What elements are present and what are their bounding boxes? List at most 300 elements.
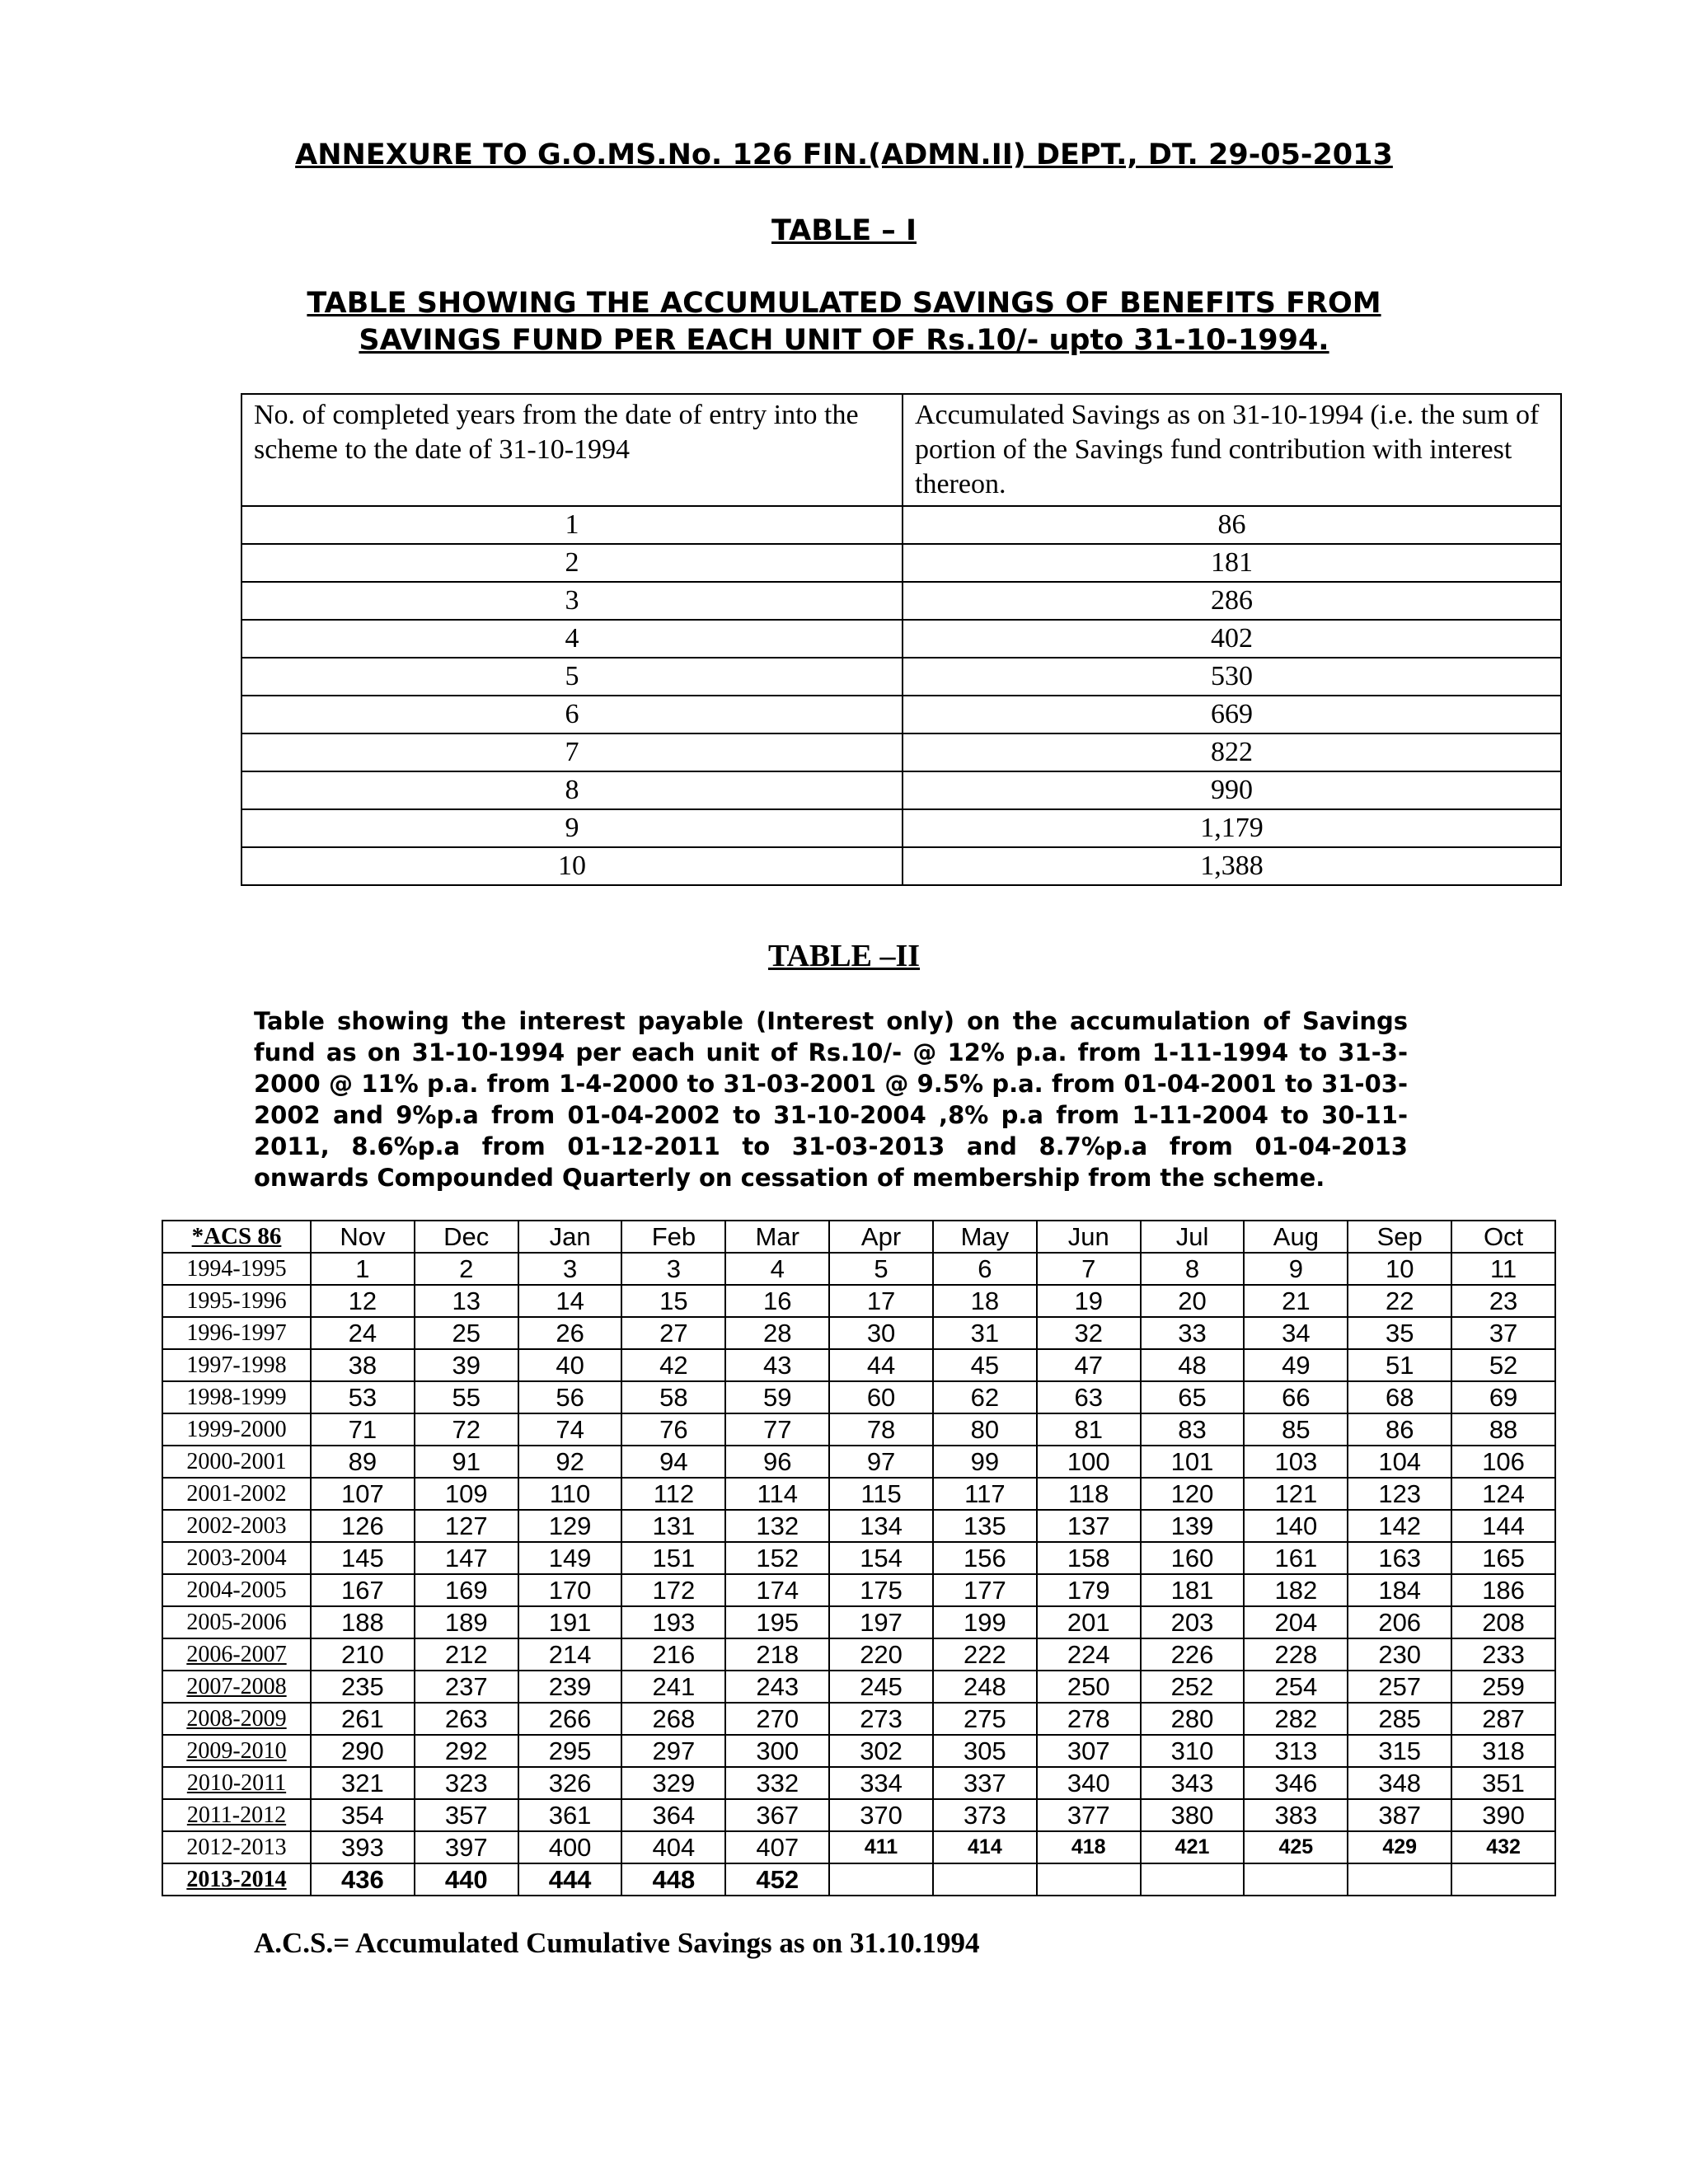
value-cell: 2	[415, 1253, 518, 1285]
value-cell: 285	[1348, 1703, 1451, 1735]
value-cell: 373	[933, 1799, 1037, 1831]
value-cell: 139	[1141, 1510, 1245, 1542]
value-cell: 92	[518, 1446, 622, 1478]
value-cell: 172	[621, 1574, 725, 1606]
year-cell: 2003-2004	[162, 1542, 311, 1574]
value-cell: 167	[311, 1574, 415, 1606]
value-cell: 24	[311, 1317, 415, 1349]
value-cell: 45	[933, 1349, 1037, 1381]
years-cell: 4	[241, 620, 903, 658]
value-cell: 137	[1037, 1510, 1141, 1542]
value-cell: 380	[1141, 1799, 1245, 1831]
value-cell: 278	[1037, 1703, 1141, 1735]
value-cell: 129	[518, 1510, 622, 1542]
table2-label: TABLE –II	[767, 939, 921, 973]
value-cell: 81	[1037, 1413, 1141, 1446]
value-cell: 18	[933, 1285, 1037, 1317]
value-cell: 160	[1141, 1542, 1245, 1574]
value-cell: 161	[1244, 1542, 1348, 1574]
value-cell: 112	[621, 1478, 725, 1510]
table-row	[162, 1799, 1555, 1831]
value-cell: 89	[311, 1446, 415, 1478]
year-cell: 2011-2012	[162, 1799, 311, 1831]
value-cell: 310	[1141, 1735, 1245, 1767]
value-cell: 222	[933, 1638, 1037, 1671]
value-cell: 357	[415, 1799, 518, 1831]
value-cell: 63	[1037, 1381, 1141, 1413]
value-cell: 17	[829, 1285, 933, 1317]
value-cell: 120	[1141, 1478, 1245, 1510]
years-cell: 6	[241, 696, 903, 733]
value-cell: 210	[311, 1638, 415, 1671]
table-row	[162, 1606, 1555, 1638]
savings-cell: 86	[903, 506, 1561, 544]
table1-label: TABLE – I	[771, 214, 917, 247]
value-cell: 182	[1244, 1574, 1348, 1606]
table-row	[162, 1446, 1555, 1478]
interest-payable-table	[162, 1220, 1556, 1896]
value-cell: 237	[415, 1671, 518, 1703]
table-row	[241, 658, 1561, 696]
value-cell: 377	[1037, 1799, 1141, 1831]
value-cell: 9	[1244, 1253, 1348, 1285]
value-cell: 55	[415, 1381, 518, 1413]
value-cell	[933, 1863, 1037, 1896]
table1-heading-line2: SAVINGS FUND PER EACH UNIT OF Rs.10/- upto 31-10-1994.	[359, 324, 1329, 357]
table2-header-row	[162, 1221, 1555, 1253]
value-cell: 261	[311, 1703, 415, 1735]
value-cell: 181	[1141, 1574, 1245, 1606]
month-header: Jan	[518, 1221, 622, 1253]
value-cell: 429	[1348, 1831, 1451, 1863]
value-cell: 193	[621, 1606, 725, 1638]
savings-cell: 822	[903, 733, 1561, 771]
value-cell: 147	[415, 1542, 518, 1574]
value-cell: 27	[621, 1317, 725, 1349]
value-cell: 5	[829, 1253, 933, 1285]
table2-corner-acs: *ACS 86	[162, 1221, 311, 1253]
value-cell: 68	[1348, 1381, 1451, 1413]
value-cell: 151	[621, 1542, 725, 1574]
year-cell: 1998-1999	[162, 1381, 311, 1413]
value-cell: 440	[415, 1863, 518, 1896]
table1-header-years: No. of completed years from the date of entry into the scheme to the date of 31-10-1994	[241, 394, 903, 506]
value-cell: 354	[311, 1799, 415, 1831]
savings-cell: 669	[903, 696, 1561, 733]
value-cell: 32	[1037, 1317, 1141, 1349]
value-cell: 104	[1348, 1446, 1451, 1478]
value-cell: 400	[518, 1831, 622, 1863]
value-cell: 65	[1141, 1381, 1245, 1413]
value-cell: 131	[621, 1510, 725, 1542]
annexure-title: ANNEXURE TO G.O.MS.No. 126 FIN.(ADMN.II) DEPT., DT. 29-05-2013	[295, 138, 1393, 171]
value-cell: 8	[1141, 1253, 1245, 1285]
value-cell: 254	[1244, 1671, 1348, 1703]
value-cell: 300	[725, 1735, 829, 1767]
value-cell: 107	[311, 1478, 415, 1510]
value-cell: 33	[1141, 1317, 1245, 1349]
value-cell: 351	[1451, 1767, 1555, 1799]
value-cell: 53	[311, 1381, 415, 1413]
value-cell: 170	[518, 1574, 622, 1606]
value-cell: 163	[1348, 1542, 1451, 1574]
value-cell: 123	[1348, 1478, 1451, 1510]
value-cell: 174	[725, 1574, 829, 1606]
year-cell: 2013-2014	[162, 1863, 311, 1896]
year-cell: 2004-2005	[162, 1574, 311, 1606]
value-cell: 169	[415, 1574, 518, 1606]
value-cell: 228	[1244, 1638, 1348, 1671]
value-cell: 340	[1037, 1767, 1141, 1799]
value-cell: 16	[725, 1285, 829, 1317]
value-cell: 13	[415, 1285, 518, 1317]
value-cell: 144	[1451, 1510, 1555, 1542]
years-cell: 1	[241, 506, 903, 544]
value-cell: 323	[415, 1767, 518, 1799]
month-header: Dec	[415, 1221, 518, 1253]
month-header: Oct	[1451, 1221, 1555, 1253]
value-cell: 124	[1451, 1478, 1555, 1510]
value-cell	[1037, 1863, 1141, 1896]
value-cell: 15	[621, 1285, 725, 1317]
value-cell: 99	[933, 1446, 1037, 1478]
value-cell: 177	[933, 1574, 1037, 1606]
table-row	[241, 582, 1561, 620]
value-cell: 436	[311, 1863, 415, 1896]
value-cell: 132	[725, 1510, 829, 1542]
value-cell: 140	[1244, 1510, 1348, 1542]
table-row	[162, 1638, 1555, 1671]
value-cell: 248	[933, 1671, 1037, 1703]
value-cell: 295	[518, 1735, 622, 1767]
years-cell: 7	[241, 733, 903, 771]
table1-heading-line1: TABLE SHOWING THE ACCUMULATED SAVINGS OF BENEFITS FROM	[307, 287, 1381, 320]
table-row	[162, 1831, 1555, 1863]
year-cell: 2000-2001	[162, 1446, 311, 1478]
table1-header-row	[241, 394, 1561, 506]
value-cell: 21	[1244, 1285, 1348, 1317]
value-cell: 100	[1037, 1446, 1141, 1478]
value-cell: 332	[725, 1767, 829, 1799]
year-cell: 1994-1995	[162, 1253, 311, 1285]
table-row	[162, 1735, 1555, 1767]
value-cell: 346	[1244, 1767, 1348, 1799]
value-cell: 387	[1348, 1799, 1451, 1831]
table-row	[162, 1349, 1555, 1381]
table-row	[241, 847, 1561, 885]
value-cell: 80	[933, 1413, 1037, 1446]
year-cell: 1995-1996	[162, 1285, 311, 1317]
year-cell: 2002-2003	[162, 1510, 311, 1542]
value-cell: 214	[518, 1638, 622, 1671]
value-cell: 313	[1244, 1735, 1348, 1767]
value-cell: 318	[1451, 1735, 1555, 1767]
table-row	[162, 1478, 1555, 1510]
value-cell: 145	[311, 1542, 415, 1574]
value-cell: 421	[1141, 1831, 1245, 1863]
value-cell: 154	[829, 1542, 933, 1574]
value-cell: 42	[621, 1349, 725, 1381]
savings-cell: 286	[903, 582, 1561, 620]
value-cell: 383	[1244, 1799, 1348, 1831]
value-cell: 184	[1348, 1574, 1451, 1606]
value-cell: 212	[415, 1638, 518, 1671]
value-cell: 77	[725, 1413, 829, 1446]
month-header: Jul	[1141, 1221, 1245, 1253]
table-row	[162, 1510, 1555, 1542]
value-cell	[1348, 1863, 1451, 1896]
year-cell: 2012-2013	[162, 1831, 311, 1863]
value-cell: 179	[1037, 1574, 1141, 1606]
value-cell: 239	[518, 1671, 622, 1703]
value-cell: 337	[933, 1767, 1037, 1799]
years-cell: 5	[241, 658, 903, 696]
value-cell: 197	[829, 1606, 933, 1638]
value-cell: 199	[933, 1606, 1037, 1638]
years-cell: 9	[241, 809, 903, 847]
year-cell: 1999-2000	[162, 1413, 311, 1446]
table-row	[162, 1703, 1555, 1735]
value-cell: 3	[518, 1253, 622, 1285]
table-row	[162, 1253, 1555, 1285]
month-header: Apr	[829, 1221, 933, 1253]
value-cell: 97	[829, 1446, 933, 1478]
value-cell: 78	[829, 1413, 933, 1446]
value-cell: 189	[415, 1606, 518, 1638]
value-cell: 72	[415, 1413, 518, 1446]
table-row	[162, 1542, 1555, 1574]
table-row	[241, 771, 1561, 809]
value-cell: 241	[621, 1671, 725, 1703]
value-cell: 48	[1141, 1349, 1245, 1381]
value-cell: 390	[1451, 1799, 1555, 1831]
value-cell: 88	[1451, 1413, 1555, 1446]
table-row	[241, 696, 1561, 733]
value-cell: 452	[725, 1863, 829, 1896]
years-cell: 2	[241, 544, 903, 582]
table-row	[241, 544, 1561, 582]
value-cell: 66	[1244, 1381, 1348, 1413]
value-cell: 25	[415, 1317, 518, 1349]
table-row	[162, 1574, 1555, 1606]
value-cell: 135	[933, 1510, 1037, 1542]
value-cell: 343	[1141, 1767, 1245, 1799]
value-cell: 60	[829, 1381, 933, 1413]
value-cell: 158	[1037, 1542, 1141, 1574]
month-header: Feb	[621, 1221, 725, 1253]
table-row	[162, 1413, 1555, 1446]
value-cell: 156	[933, 1542, 1037, 1574]
value-cell: 393	[311, 1831, 415, 1863]
value-cell: 10	[1348, 1253, 1451, 1285]
value-cell: 297	[621, 1735, 725, 1767]
value-cell: 321	[311, 1767, 415, 1799]
value-cell: 101	[1141, 1446, 1245, 1478]
value-cell: 245	[829, 1671, 933, 1703]
value-cell: 418	[1037, 1831, 1141, 1863]
year-cell: 1997-1998	[162, 1349, 311, 1381]
value-cell: 364	[621, 1799, 725, 1831]
value-cell: 230	[1348, 1638, 1451, 1671]
value-cell: 259	[1451, 1671, 1555, 1703]
value-cell: 86	[1348, 1413, 1451, 1446]
table-row	[162, 1671, 1555, 1703]
value-cell: 35	[1348, 1317, 1451, 1349]
value-cell: 103	[1244, 1446, 1348, 1478]
value-cell: 106	[1451, 1446, 1555, 1478]
value-cell: 38	[311, 1349, 415, 1381]
value-cell: 43	[725, 1349, 829, 1381]
value-cell: 287	[1451, 1703, 1555, 1735]
value-cell: 280	[1141, 1703, 1245, 1735]
value-cell: 407	[725, 1831, 829, 1863]
value-cell: 71	[311, 1413, 415, 1446]
value-cell: 114	[725, 1478, 829, 1510]
value-cell: 20	[1141, 1285, 1245, 1317]
value-cell: 152	[725, 1542, 829, 1574]
value-cell: 367	[725, 1799, 829, 1831]
value-cell: 85	[1244, 1413, 1348, 1446]
value-cell: 257	[1348, 1671, 1451, 1703]
value-cell: 58	[621, 1381, 725, 1413]
value-cell: 96	[725, 1446, 829, 1478]
years-cell: 8	[241, 771, 903, 809]
value-cell	[1141, 1863, 1245, 1896]
value-cell: 1	[311, 1253, 415, 1285]
table-row	[162, 1285, 1555, 1317]
value-cell: 305	[933, 1735, 1037, 1767]
value-cell: 252	[1141, 1671, 1245, 1703]
value-cell: 12	[311, 1285, 415, 1317]
table-row	[241, 809, 1561, 847]
value-cell: 91	[415, 1446, 518, 1478]
value-cell: 208	[1451, 1606, 1555, 1638]
year-cell: 2006-2007	[162, 1638, 311, 1671]
savings-cell: 530	[903, 658, 1561, 696]
value-cell: 175	[829, 1574, 933, 1606]
value-cell: 216	[621, 1638, 725, 1671]
value-cell: 37	[1451, 1317, 1555, 1349]
value-cell: 118	[1037, 1478, 1141, 1510]
table-row	[162, 1317, 1555, 1349]
savings-cell: 402	[903, 620, 1561, 658]
value-cell: 26	[518, 1317, 622, 1349]
value-cell: 83	[1141, 1413, 1245, 1446]
value-cell: 30	[829, 1317, 933, 1349]
value-cell: 250	[1037, 1671, 1141, 1703]
value-cell: 44	[829, 1349, 933, 1381]
savings-cell: 181	[903, 544, 1561, 582]
value-cell: 315	[1348, 1735, 1451, 1767]
value-cell: 361	[518, 1799, 622, 1831]
table-row	[241, 506, 1561, 544]
value-cell: 74	[518, 1413, 622, 1446]
accumulated-savings-table	[241, 393, 1562, 886]
value-cell: 307	[1037, 1735, 1141, 1767]
value-cell: 14	[518, 1285, 622, 1317]
value-cell: 282	[1244, 1703, 1348, 1735]
year-cell: 2009-2010	[162, 1735, 311, 1767]
value-cell: 203	[1141, 1606, 1245, 1638]
value-cell: 201	[1037, 1606, 1141, 1638]
month-header: May	[933, 1221, 1037, 1253]
value-cell	[829, 1863, 933, 1896]
value-cell: 127	[415, 1510, 518, 1542]
value-cell: 22	[1348, 1285, 1451, 1317]
month-header: Mar	[725, 1221, 829, 1253]
value-cell: 31	[933, 1317, 1037, 1349]
value-cell: 444	[518, 1863, 622, 1896]
month-header: Jun	[1037, 1221, 1141, 1253]
value-cell: 134	[829, 1510, 933, 1542]
table-row	[162, 1381, 1555, 1413]
value-cell: 126	[311, 1510, 415, 1542]
value-cell: 186	[1451, 1574, 1555, 1606]
month-header: Sep	[1348, 1221, 1451, 1253]
value-cell: 165	[1451, 1542, 1555, 1574]
value-cell: 19	[1037, 1285, 1141, 1317]
value-cell: 224	[1037, 1638, 1141, 1671]
table-row	[162, 1767, 1555, 1799]
value-cell: 23	[1451, 1285, 1555, 1317]
value-cell: 266	[518, 1703, 622, 1735]
value-cell: 268	[621, 1703, 725, 1735]
table-row	[241, 620, 1561, 658]
value-cell: 115	[829, 1478, 933, 1510]
value-cell: 51	[1348, 1349, 1451, 1381]
value-cell: 110	[518, 1478, 622, 1510]
value-cell: 411	[829, 1831, 933, 1863]
value-cell: 28	[725, 1317, 829, 1349]
value-cell: 206	[1348, 1606, 1451, 1638]
value-cell: 432	[1451, 1831, 1555, 1863]
value-cell: 59	[725, 1381, 829, 1413]
table2-description: Table showing the interest payable (Interest only) on the accumulation of Savings fund as on 31-10-1994 per each unit of Rs.10/- @ 12% p.a. from 1-11-1994 to 31-3-2000 @ 11% p.a. from 1-4-2000 to 31-03-2001 @ 9.5% p.a. from 01-04-2001 to 31-03-2002 and 9%p.a from 01-04-2002 to 31-10-2004 ,8% p.a from 1-11-2004 to 30-11-2011, 8.6%p.a from 01-12-2011 to 31-03-2013 and 8.7%p.a from 01-04-2013 onwards Compounded Quarterly on cessation of membership from the scheme.	[254, 1007, 1408, 1192]
year-cell: 2005-2006	[162, 1606, 311, 1638]
value-cell: 4	[725, 1253, 829, 1285]
year-cell: 2008-2009	[162, 1703, 311, 1735]
value-cell: 220	[829, 1638, 933, 1671]
year-cell: 2001-2002	[162, 1478, 311, 1510]
value-cell: 56	[518, 1381, 622, 1413]
value-cell: 425	[1244, 1831, 1348, 1863]
value-cell: 191	[518, 1606, 622, 1638]
value-cell: 142	[1348, 1510, 1451, 1542]
value-cell: 34	[1244, 1317, 1348, 1349]
value-cell: 414	[933, 1831, 1037, 1863]
year-cell: 2007-2008	[162, 1671, 311, 1703]
month-header: Aug	[1244, 1221, 1348, 1253]
table1-header-savings: Accumulated Savings as on 31-10-1994 (i.e. the sum of portion of the Savings fund contribution with interest thereon.	[903, 394, 1561, 506]
savings-cell: 990	[903, 771, 1561, 809]
savings-cell: 1,388	[903, 847, 1561, 885]
value-cell: 49	[1244, 1349, 1348, 1381]
value-cell: 52	[1451, 1349, 1555, 1381]
value-cell: 188	[311, 1606, 415, 1638]
value-cell: 69	[1451, 1381, 1555, 1413]
value-cell: 397	[415, 1831, 518, 1863]
value-cell: 117	[933, 1478, 1037, 1510]
value-cell: 218	[725, 1638, 829, 1671]
value-cell: 40	[518, 1349, 622, 1381]
value-cell: 121	[1244, 1478, 1348, 1510]
value-cell: 302	[829, 1735, 933, 1767]
value-cell: 6	[933, 1253, 1037, 1285]
value-cell: 370	[829, 1799, 933, 1831]
years-cell: 3	[241, 582, 903, 620]
value-cell: 149	[518, 1542, 622, 1574]
value-cell: 275	[933, 1703, 1037, 1735]
